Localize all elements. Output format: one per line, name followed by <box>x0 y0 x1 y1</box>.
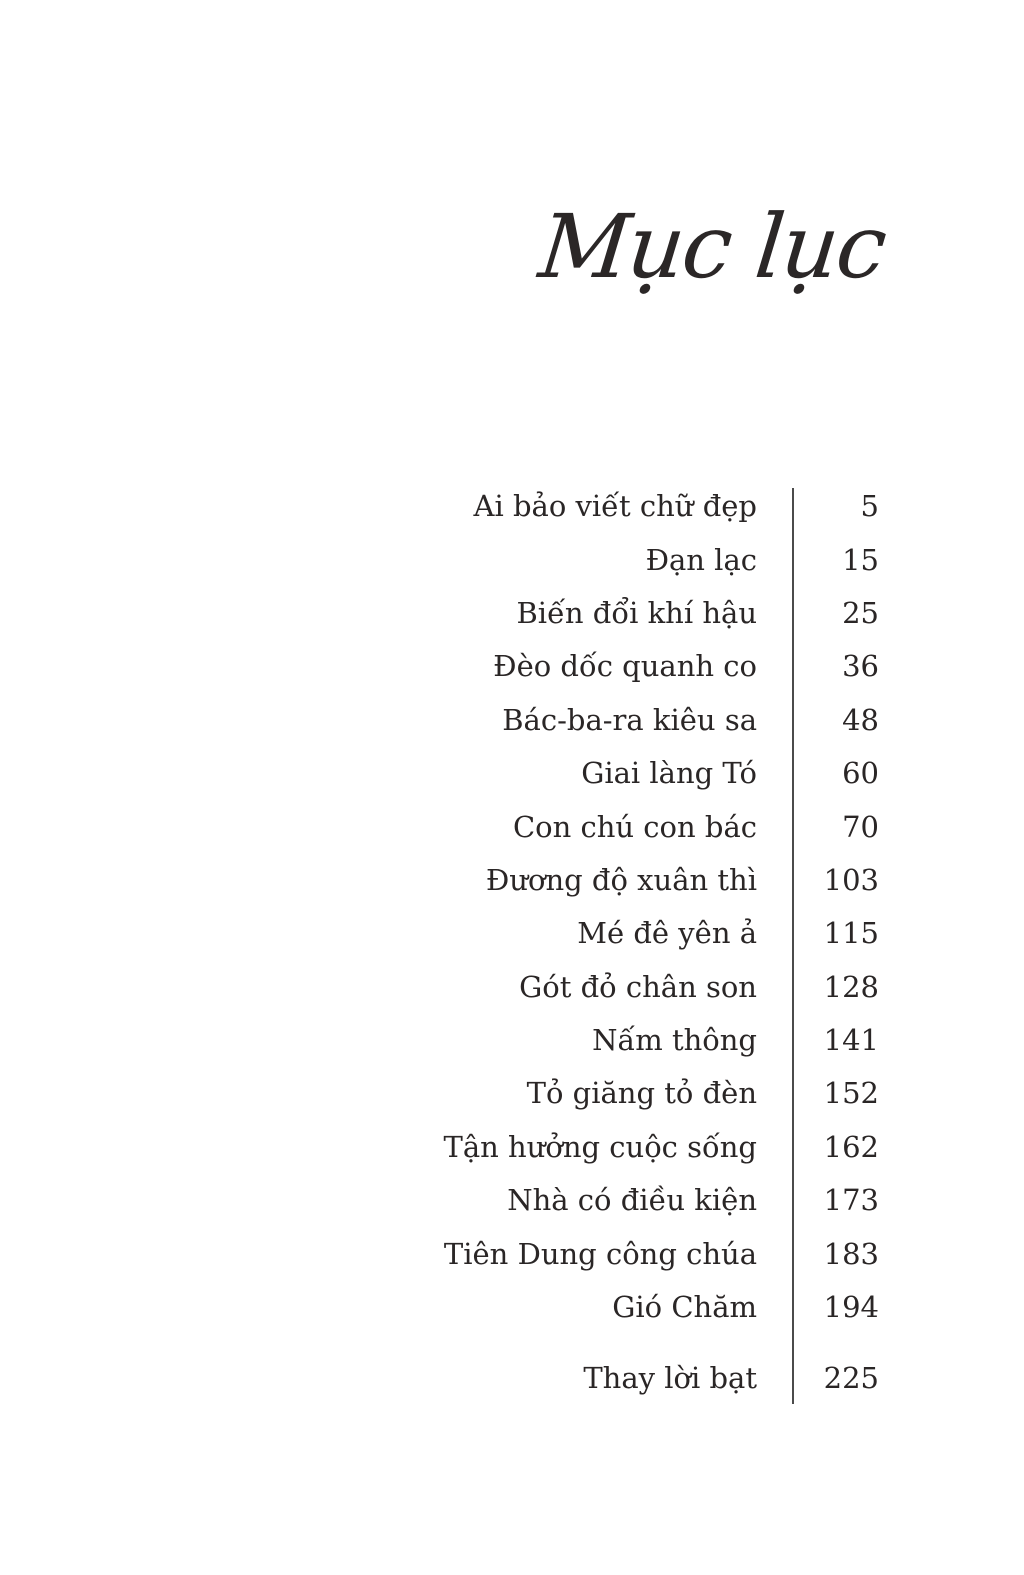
toc-entries <box>0 480 1024 1334</box>
toc-entry-page-number: 115 <box>823 916 879 951</box>
toc-entry-title: Đương độ xuân thì <box>485 862 757 897</box>
toc-row <box>0 961 1024 1014</box>
toc-entry-title: Tận hưởng cuộc sống <box>443 1129 757 1164</box>
toc-row <box>0 1014 1024 1067</box>
toc-entry-title: Gió Chăm <box>612 1290 757 1325</box>
toc-row <box>0 907 1024 960</box>
vertical-divider <box>792 488 794 1404</box>
page-title: Mục lục <box>534 195 890 298</box>
toc-entry-title: Con chú con bác <box>512 809 757 844</box>
toc-entry-title: Gót đỏ chân son <box>519 969 757 1004</box>
toc-entry-page-number: 48 <box>842 702 879 737</box>
toc-entry-page-number: 103 <box>823 862 879 897</box>
toc-entry-title: Thay lời bạt <box>583 1361 757 1396</box>
toc-entry-page-number: 141 <box>823 1023 879 1058</box>
toc-entry-title: Biến đổi khí hậu <box>516 595 757 630</box>
toc-closing-row <box>0 1352 1024 1405</box>
toc-entry-title: Giai làng Tó <box>581 756 757 791</box>
toc-entry-title: Nấm thông <box>592 1023 757 1058</box>
toc-entry-page-number: 70 <box>842 809 879 844</box>
toc-row <box>0 1281 1024 1334</box>
toc-row <box>0 480 1024 533</box>
toc-row <box>0 587 1024 640</box>
toc-entry-title: Tỏ giăng tỏ đèn <box>526 1076 757 1111</box>
toc-entry-page-number: 194 <box>823 1290 879 1325</box>
toc-entry-page-number: 128 <box>823 969 879 1004</box>
toc-entry-title: Nhà có điều kiện <box>507 1183 757 1218</box>
toc-row <box>0 694 1024 747</box>
toc-entry-title: Bác-ba-ra kiêu sa <box>502 702 757 737</box>
toc-entry-page-number: 152 <box>823 1076 879 1111</box>
toc-row <box>0 1174 1024 1227</box>
toc-entry-page-number: 36 <box>842 649 879 684</box>
toc-entry-page-number: 5 <box>860 489 879 524</box>
toc-row <box>0 1067 1024 1120</box>
toc-entry-page-number: 162 <box>823 1129 879 1164</box>
toc-entry-page-number: 173 <box>823 1183 879 1218</box>
toc-entry-title: Mé đê yên ả <box>577 916 757 951</box>
table-of-contents <box>0 480 1024 1406</box>
toc-row <box>0 1121 1024 1174</box>
toc-entry-title: Tiên Dung công chúa <box>443 1236 757 1271</box>
toc-entry-page-number: 60 <box>842 756 879 791</box>
toc-entry-page-number: 225 <box>823 1361 879 1396</box>
toc-row <box>0 533 1024 586</box>
toc-row <box>0 854 1024 907</box>
toc-entry-title: Đạn lạc <box>645 542 757 577</box>
toc-row <box>0 640 1024 693</box>
toc-entry-title: Đèo dốc quanh co <box>493 649 757 684</box>
toc-row <box>0 1227 1024 1280</box>
toc-row <box>0 800 1024 853</box>
toc-entry-title: Ai bảo viết chữ đẹp <box>473 489 757 524</box>
toc-entry-page-number: 183 <box>823 1236 879 1271</box>
toc-entry-page-number: 15 <box>842 542 879 577</box>
toc-row <box>0 747 1024 800</box>
toc-entry-page-number: 25 <box>842 595 879 630</box>
